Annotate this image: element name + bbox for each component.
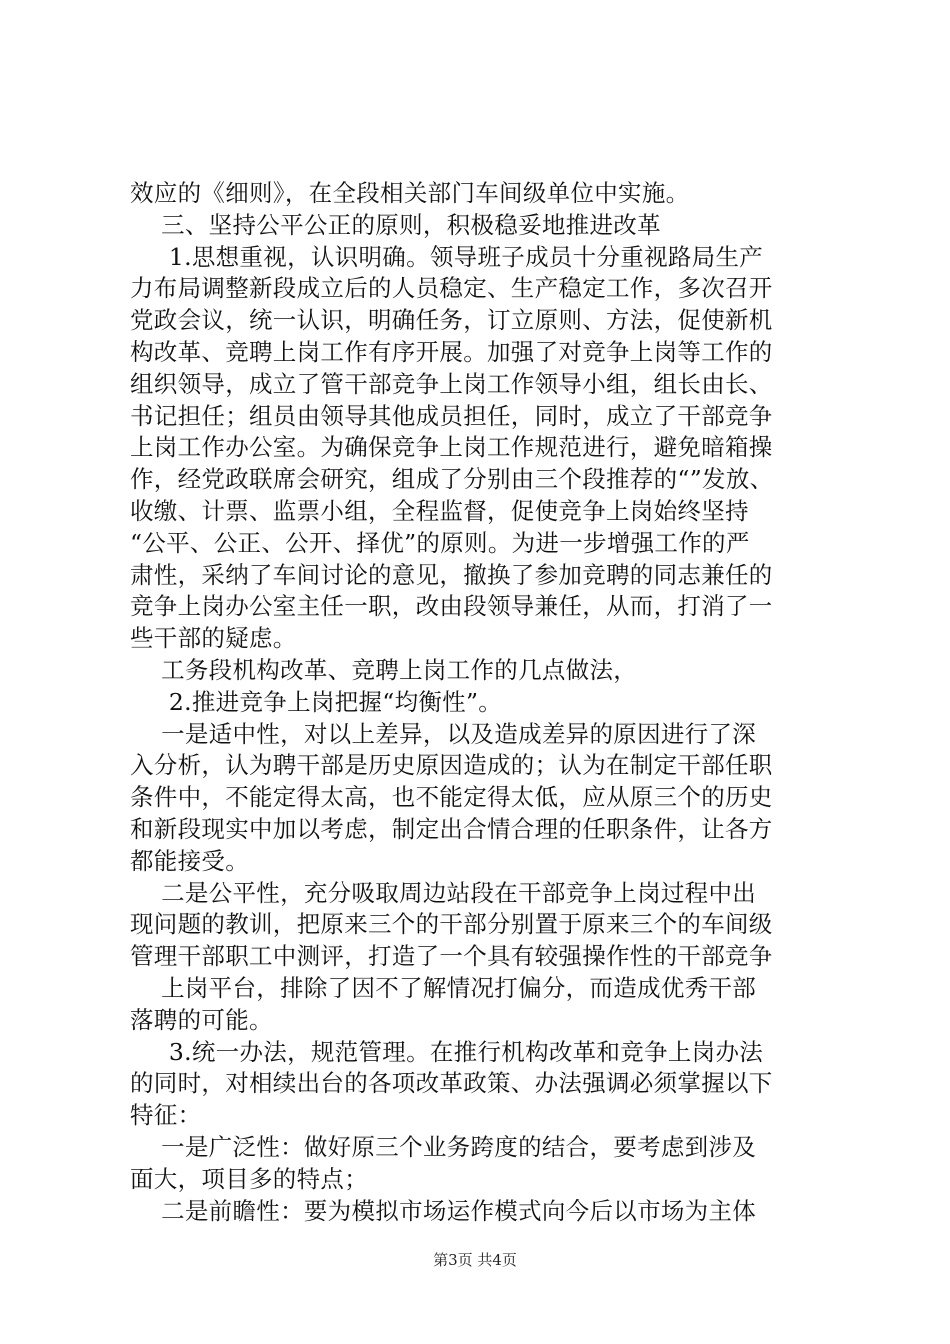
text-line: 条件中，不能定得太高，也不能定得太低，应从原三个的历史	[130, 783, 773, 812]
text-line: 面大，项目多的特点；	[130, 1164, 368, 1193]
text-line: 作，经党政联席会研究，组成了分别由三个段推荐的“”发放、	[130, 465, 774, 494]
text-line: 竞争上岗办公室主任一职，改由段领导兼任，从而，打消了一	[130, 592, 773, 621]
text-line: 2.推进竞争上岗把握“均衡性”。	[130, 687, 503, 716]
text-line: 些干部的疑虑。	[130, 624, 297, 653]
text-line: 效应的《细则》，在全段相关部门车间级单位中实施。	[130, 179, 690, 207]
text-line: 书记担任；组员由领导其他成员担任，同时，成立了干部竞争	[130, 401, 773, 430]
text-line: 收缴、计票、监票小组，全程监督，促使竞争上岗始终坚持	[130, 496, 749, 525]
section-heading: 三、坚持公平公正的原则，积极稳妥地推进改革	[130, 210, 661, 239]
text-line: 肃性，采纳了车间讨论的意见，撤换了参加竞聘的同志兼任的	[130, 560, 773, 589]
text-line: 和新段现实中加以考虑，制定出合情合理的任职条件，让各方	[130, 814, 773, 843]
text-line: 3.统一办法，规范管理。在推行机构改革和竞争上岗办法	[130, 1037, 764, 1066]
text-line: “公平、公正、公开、择优”的原则。为进一步增强工作的严	[130, 528, 750, 557]
text-line: 组织领导，成立了管干部竞争上岗工作领导小组，组长由长、	[130, 369, 773, 398]
text-line: 工务段机构改革、竞聘上岗工作的几点做法，	[130, 655, 638, 684]
text-line: 党政会议，统一认识，明确任务，订立原则、方法，促使新机	[130, 306, 773, 335]
text-line: 现问题的教训，把原来三个的干部分别置于原来三个的车间级	[130, 910, 773, 939]
page-number: 第3页 共4页	[433, 1251, 517, 1269]
text-line: 二是前瞻性：要为模拟市场运作模式向今后以市场为主体	[130, 1196, 757, 1225]
text-line: 的同时，对相续出台的各项改革政策、办法强调必须掌握以下	[130, 1069, 773, 1098]
text-line: 落聘的可能。	[130, 1005, 273, 1034]
text-line: 力布局调整新段成立后的人员稳定、生产稳定工作，多次召开	[130, 274, 773, 303]
text-line: 上岗平台，排除了因不了解情况打偏分，而造成优秀干部	[130, 973, 757, 1002]
text-line: 入分析，认为聘干部是历史原因造成的；认为在制定干部任职	[130, 751, 773, 780]
text-line: 二是公平性，充分吸取周边站段在干部竞争上岗过程中出	[130, 878, 757, 907]
document-body	[130, 178, 830, 1227]
page-footer	[0, 1250, 950, 1270]
text-line: 1.思想重视，认识明确。领导班子成员十分重视路局生产	[130, 242, 764, 271]
text-line: 管理干部职工中测评，打造了一个具有较强操作性的干部竞争	[130, 942, 773, 971]
text-line: 特征：	[130, 1101, 202, 1130]
text-line: 一是适中性，对以上差异，以及造成差异的原因进行了深	[130, 719, 757, 748]
text-line: 都能接受。	[130, 846, 249, 875]
text-line: 上岗工作办公室。为确保竞争上岗工作规范进行，避免暗箱操	[130, 433, 773, 462]
text-line: 构改革、竞聘上岗工作有序开展。加强了对竞争上岗等工作的	[130, 337, 773, 366]
text-line: 一是广泛性：做好原三个业务跨度的结合，要考虑到涉及	[130, 1132, 757, 1161]
